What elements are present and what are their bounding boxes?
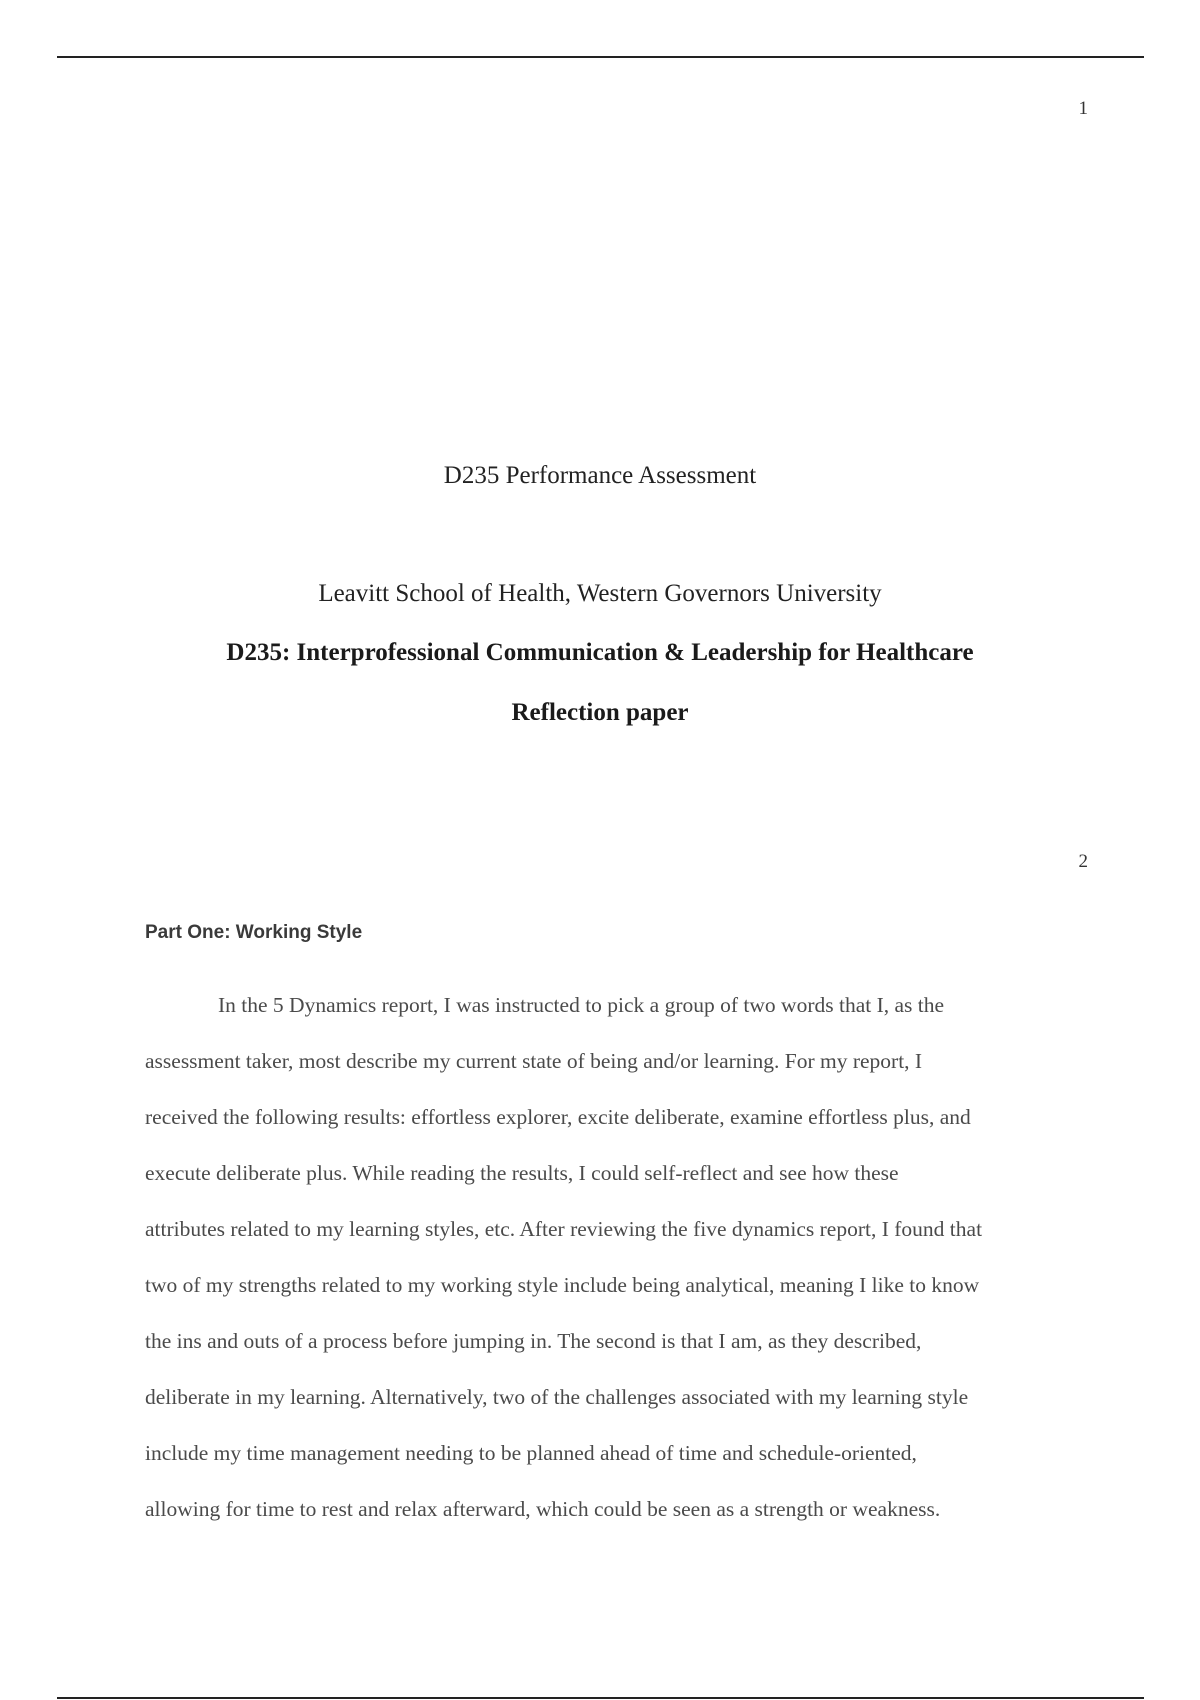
paper-type: Reflection paper (511, 699, 689, 726)
course-title: D235: Interprofessional Communication & Leadership for Healthcare (226, 639, 974, 666)
paragraph-line: two of my strengths related to my working style include being analytical, meaning I like to know (145, 1273, 980, 1297)
institution-name: Leavitt School of Health, Western Governors University (318, 580, 882, 607)
page-bottom-rule (57, 1697, 1144, 1699)
page-number-2: 2 (1078, 851, 1088, 872)
section-heading: Part One: Working Style (145, 922, 363, 943)
body-paragraph (145, 990, 1095, 1550)
paragraph-line: attributes related to my learning styles, etc. After reviewing the five dynamics report, I found that (145, 1217, 983, 1241)
page-number-1: 1 (1078, 98, 1088, 119)
paragraph-line: In the 5 Dynamics report, I was instructed to pick a group of two words that I, as the (218, 993, 945, 1017)
paragraph-line: deliberate in my learning. Alternatively, two of the challenges associated with my learning style (145, 1385, 969, 1409)
paragraph-line: allowing for time to rest and relax afterward, which could be seen as a strength or weakness. (145, 1497, 941, 1521)
document-title: D235 Performance Assessment (443, 462, 757, 489)
paragraph-line: include my time management needing to be planned ahead of time and schedule-oriented, (145, 1441, 917, 1465)
paragraph-line: received the following results: effortless explorer, excite deliberate, examine effortless plus, and (145, 1105, 971, 1129)
page-top-rule (57, 56, 1144, 58)
paragraph-line: the ins and outs of a process before jumping in. The second is that I am, as they described, (145, 1329, 922, 1353)
paragraph-line: execute deliberate plus. While reading the results, I could self-reflect and see how these (145, 1161, 899, 1185)
paragraph-line: assessment taker, most describe my current state of being and/or learning. For my report, I (145, 1049, 923, 1073)
